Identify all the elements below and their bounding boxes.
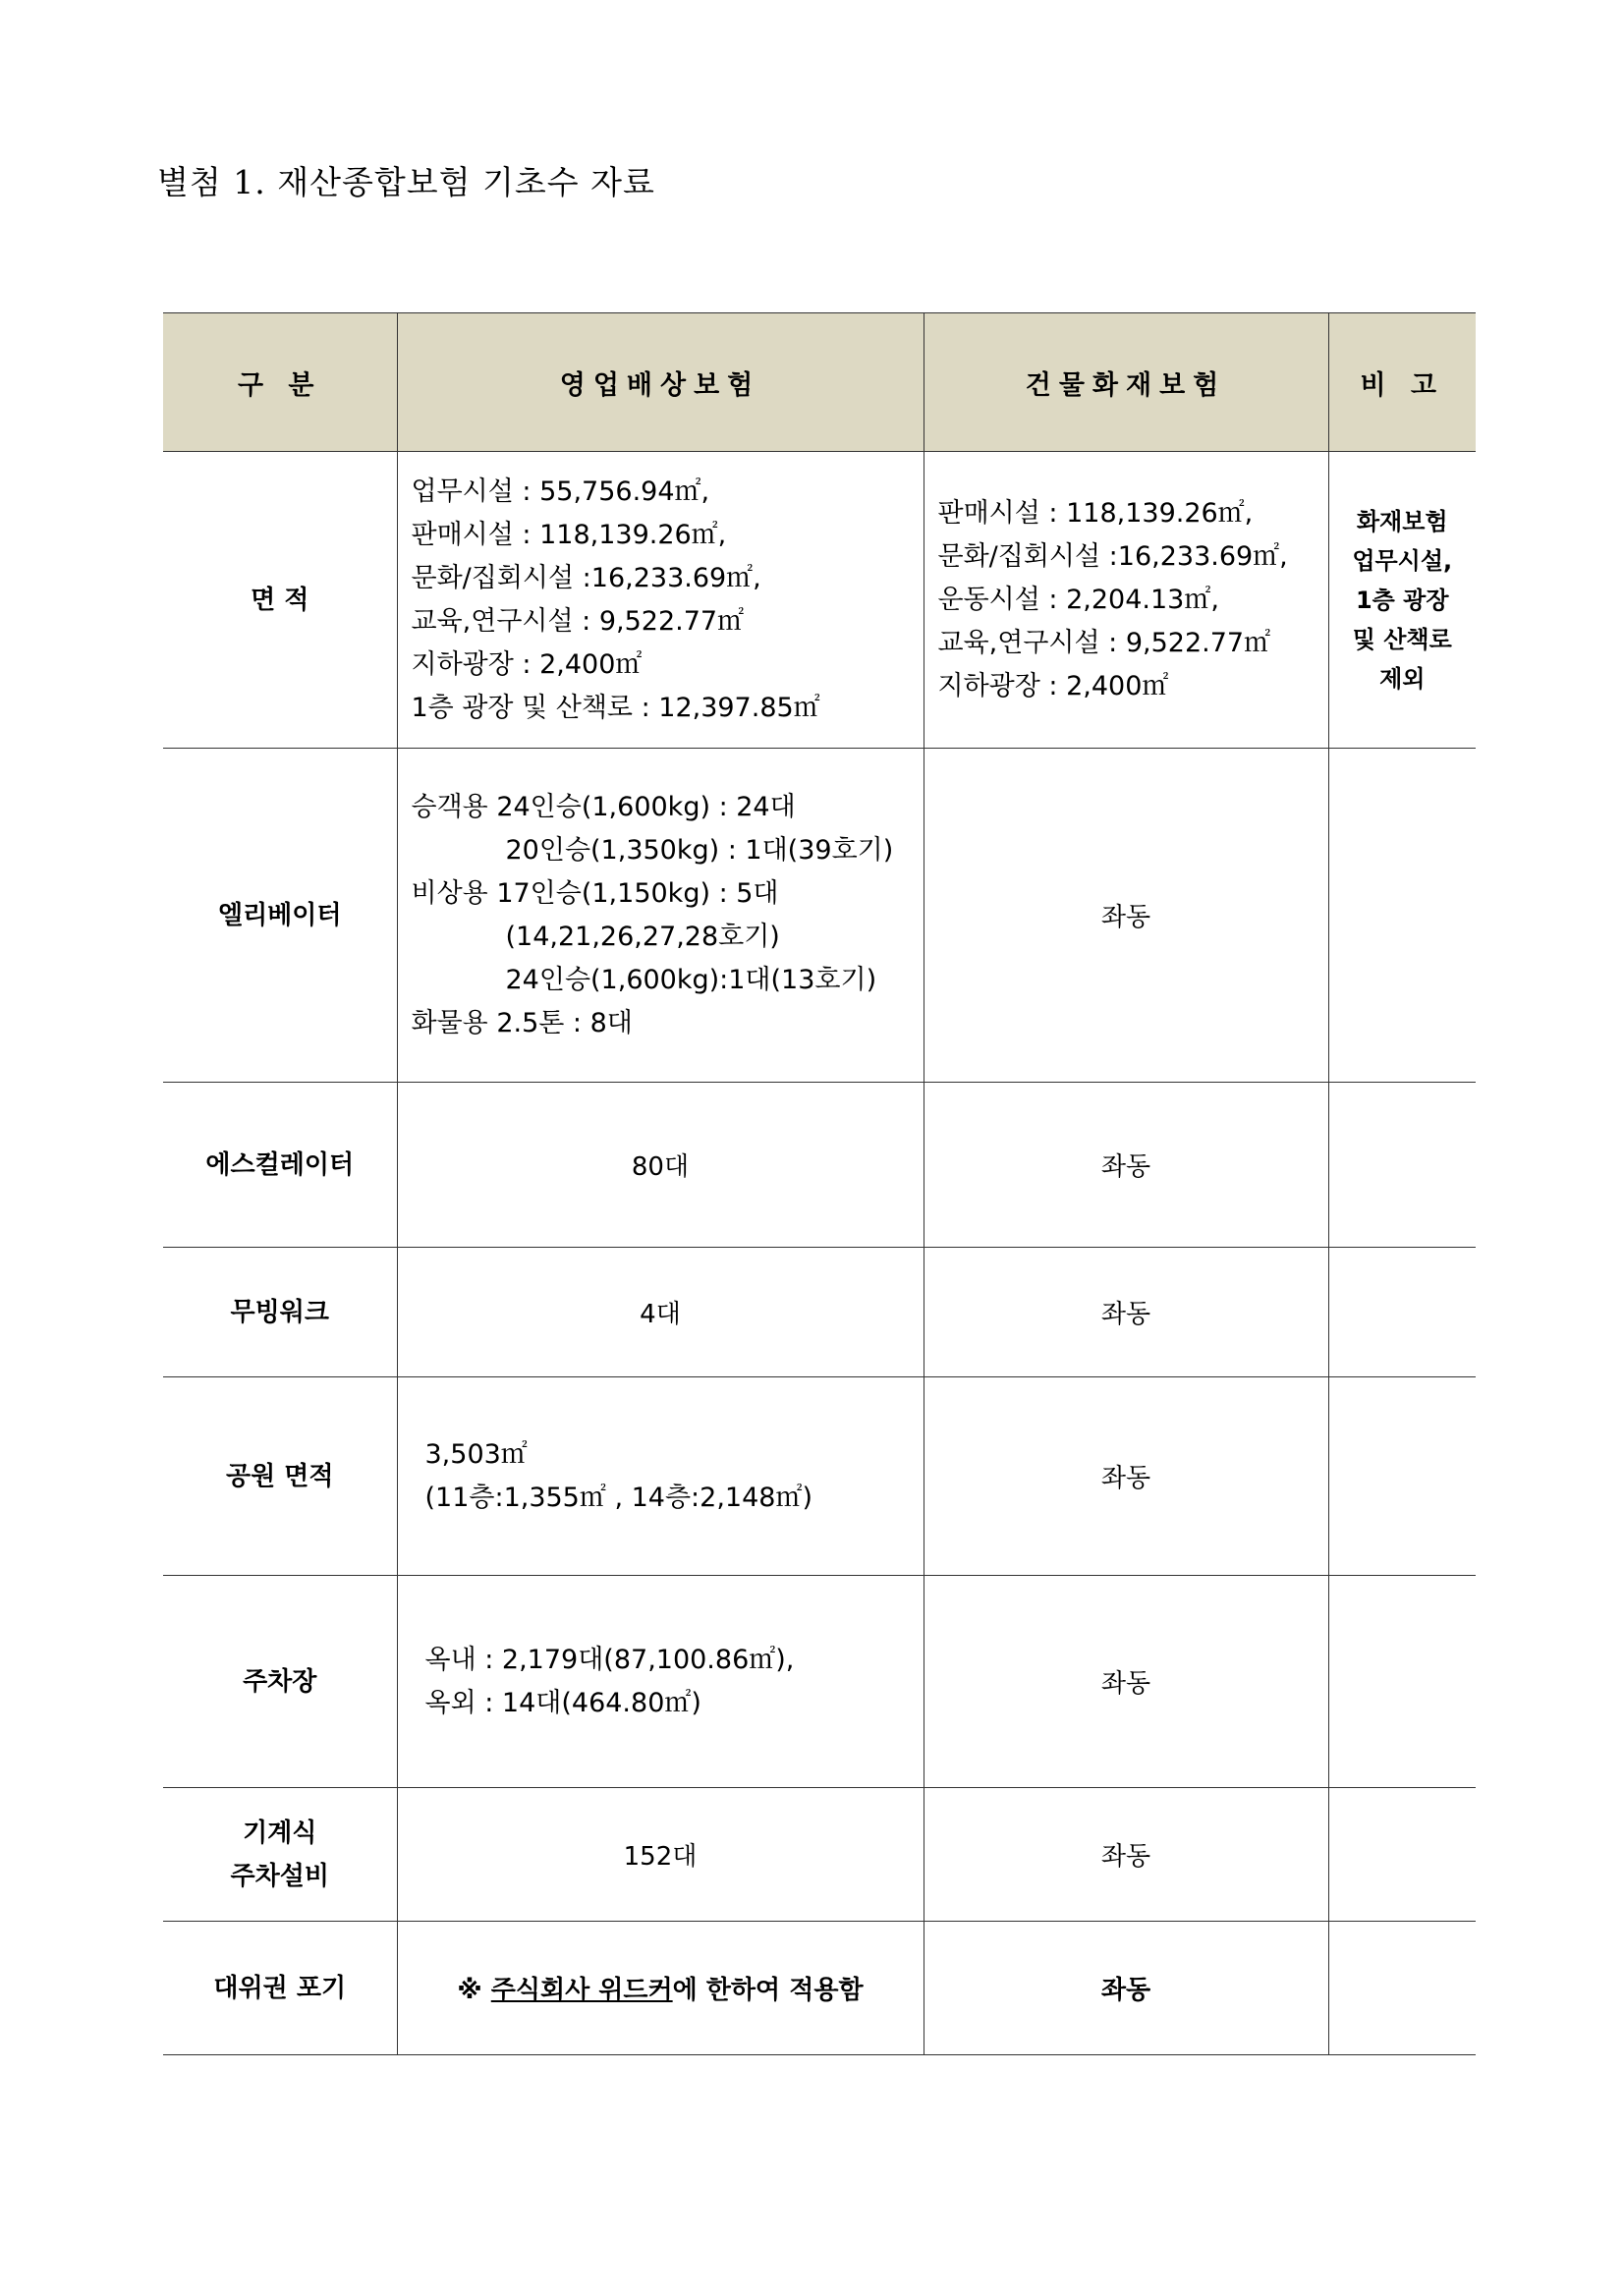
area-fire <box>924 452 1328 749</box>
row-elevator <box>163 749 1476 1083</box>
list-item: 20인승(1,350kg) : 1대(39호기) <box>505 834 894 866</box>
label-subrogation-waiver: 대위권 포기 <box>163 1922 397 2055</box>
park-remarks <box>1328 1377 1476 1576</box>
waiver-text: 에 한하여 적용함 <box>672 1976 864 2005</box>
list-item: (11층:1,355㎡ , 14층:2,148㎡) <box>424 1482 812 1513</box>
page-title: 별첨 1. 재산종합보험 기초수 자료 <box>157 163 655 201</box>
list-item: 업무시설 : 55,756.94㎡, <box>411 476 710 507</box>
list-item: 문화/집회시설 :16,233.69㎡, <box>411 562 761 593</box>
note-line: 1층 광장 <box>1355 586 1449 614</box>
waiver-liability <box>397 1922 924 2055</box>
header-liability: 영업배상보험 <box>397 313 924 452</box>
label-area: 면 적 <box>163 452 397 749</box>
list-item: (14,21,26,27,28호기) <box>505 921 780 952</box>
moving-walk-fire: 좌동 <box>924 1248 1328 1377</box>
park-fire: 좌동 <box>924 1377 1328 1576</box>
label-parking: 주차장 <box>163 1576 397 1788</box>
note-line: 및 산책로 <box>1352 625 1452 653</box>
list-item: 판매시설 : 118,139.26㎡, <box>937 497 1254 529</box>
list-item: 지하광장 : 2,400㎡ <box>411 648 643 680</box>
note-line: 제외 <box>1379 664 1426 693</box>
list-item: 옥외 : 14대(464.80㎡) <box>424 1687 701 1718</box>
list-item: 지하광장 : 2,400㎡ <box>937 670 1169 701</box>
list-item: 문화/집회시설 :16,233.69㎡, <box>937 540 1288 572</box>
row-mechanical-parking <box>163 1788 1476 1922</box>
label-elevator: 엘리베이터 <box>163 749 397 1083</box>
area-remarks <box>1328 452 1476 749</box>
company-name: 주식회사 위드커 <box>490 1976 673 2005</box>
list-item: 1층 광장 및 산책로 : 12,397.85㎡ <box>411 692 820 723</box>
row-escalator <box>163 1083 1476 1248</box>
mechanical-parking-liability: 152대 <box>397 1788 924 1922</box>
list-item: 교육,연구시설 : 9,522.77㎡ <box>937 627 1271 658</box>
area-liability <box>397 452 924 749</box>
reference-mark: ※ <box>457 1976 482 2005</box>
elevator-liability <box>397 749 924 1083</box>
parking-liability <box>397 1576 924 1788</box>
moving-walk-remarks <box>1328 1248 1476 1377</box>
list-item: 판매시설 : 118,139.26㎡, <box>411 519 727 550</box>
parking-remarks <box>1328 1576 1476 1788</box>
label-escalator: 에스컬레이터 <box>163 1083 397 1248</box>
waiver-remarks <box>1328 1922 1476 2055</box>
header-category: 구 분 <box>163 313 397 452</box>
list-item: 운동시설 : 2,204.13㎡, <box>937 584 1219 615</box>
row-parking <box>163 1576 1476 1788</box>
elevator-remarks <box>1328 749 1476 1083</box>
note-line: 화재보험 <box>1356 507 1448 535</box>
note-line: 업무시설, <box>1352 546 1453 575</box>
row-subrogation-waiver <box>163 1922 1476 2055</box>
escalator-liability: 80대 <box>397 1083 924 1248</box>
waiver-fire: 좌동 <box>924 1922 1328 2055</box>
list-item: 교육,연구시설 : 9,522.77㎡ <box>411 605 745 637</box>
label-park-area: 공원 면적 <box>163 1377 397 1576</box>
header-row <box>163 313 1476 452</box>
elevator-fire: 좌동 <box>924 749 1328 1083</box>
list-item: 3,503㎡ <box>424 1438 528 1470</box>
list-item: 비상용 17인승(1,150kg) : 5대 <box>411 877 779 909</box>
mechanical-parking-remarks <box>1328 1788 1476 1922</box>
list-item: 옥내 : 2,179대(87,100.86㎡), <box>424 1644 795 1675</box>
row-area <box>163 452 1476 749</box>
label-mechanical-parking: 기계식 주차설비 <box>163 1788 397 1922</box>
header-fire: 건물화재보험 <box>924 313 1328 452</box>
header-remarks: 비 고 <box>1328 313 1476 452</box>
label-moving-walk: 무빙워크 <box>163 1248 397 1377</box>
list-item: 승객용 24인승(1,600kg) : 24대 <box>411 791 796 822</box>
escalator-remarks <box>1328 1083 1476 1248</box>
insurance-basis-table <box>163 312 1476 2055</box>
escalator-fire: 좌동 <box>924 1083 1328 1248</box>
moving-walk-liability: 4대 <box>397 1248 924 1377</box>
list-item: 화물용 2.5톤 : 8대 <box>411 1007 633 1038</box>
row-moving-walk <box>163 1248 1476 1377</box>
parking-fire: 좌동 <box>924 1576 1328 1788</box>
mechanical-parking-fire: 좌동 <box>924 1788 1328 1922</box>
row-park-area <box>163 1377 1476 1576</box>
park-liability <box>397 1377 924 1576</box>
list-item: 24인승(1,600kg):1대(13호기) <box>505 964 877 995</box>
